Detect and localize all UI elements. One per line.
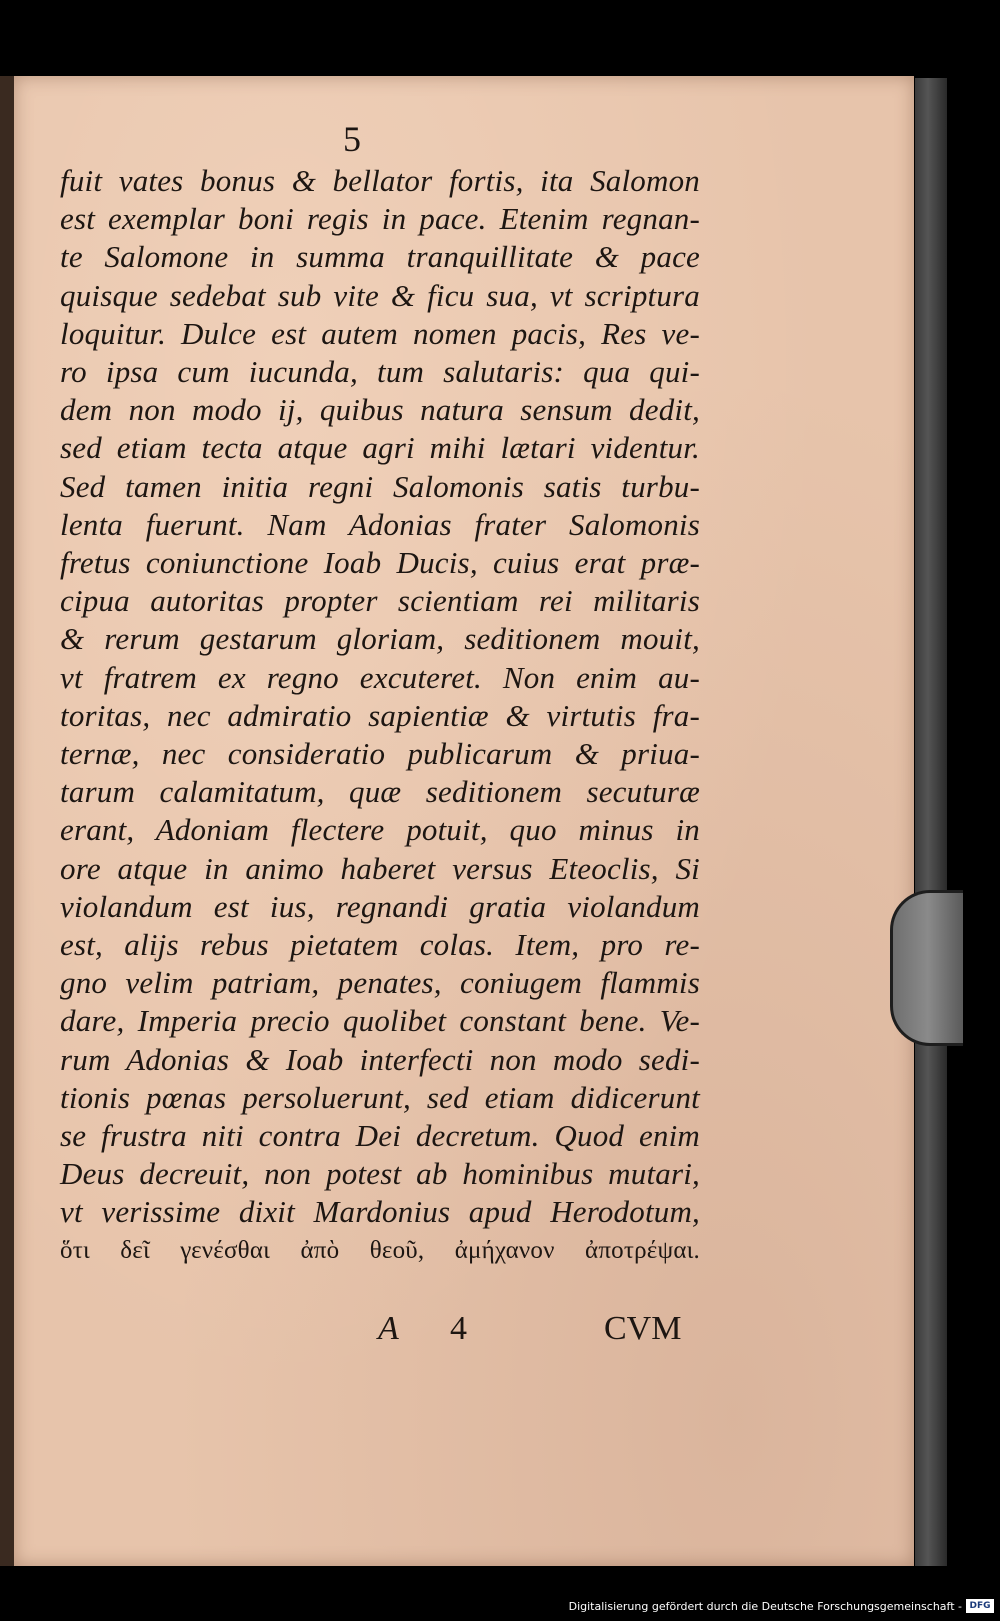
signature-mark: A [378,1310,399,1347]
body-text [60,162,700,1270]
text-line: te Salomone in summa tranquillitate & pace [60,239,700,275]
text-line: loquitur. Dulce est autem nomen pacis, Res ve- [60,315,700,351]
text-line: & rerum gestarum gloriam, seditionem mouit, [60,621,700,657]
text-line: vt fratrem ex regno excuteret. Non enim au- [60,659,700,695]
page-edge [915,78,947,1566]
text-line: toritas, nec admiratio sapientiæ & virtutis fra- [60,697,700,733]
text-line: tionis pœnas persoluerunt, sed etiam didicerunt [60,1079,700,1115]
text-line: violandum est ius, regnandi gratia violandum [60,888,700,924]
text-line: vt verissime dixit Mardonius apud Herodotum, [60,1194,700,1230]
digitization-credit: Digitalisierung gefördert durch die Deutsche Forschungsgemeinschaft - [568,1600,962,1613]
text-line: erant, Adoniam flectere potuit, quo minus in [60,812,700,848]
text-line: fretus coniunctione Ioab Ducis, cuius erat præ- [60,545,700,581]
text-line: ternæ, nec consideratio publicarum & priua- [60,736,700,772]
text-line: dem non modo ij, quibus natura sensum dedit, [60,392,700,428]
text-line: ore atque in animo haberet versus Eteoclis, Si [60,850,700,886]
text-line: est exemplar boni regis in pace. Etenim regnan- [60,201,700,237]
text-line: est, alijs rebus pietatem colas. Item, pro re- [60,927,700,963]
text-line: dare, Imperia precio quolibet constant bene. Ve- [60,1003,700,1039]
folio-number: 5 [343,119,361,159]
text-line: cipua autoritas propter scientiam rei militaris [60,583,700,619]
text-line: gno velim patriam, penates, coniugem flammis [60,965,700,1001]
text-line: ro ipsa cum iucunda, tum salutaris: qua qui- [60,354,700,390]
text-line: rum Adonias & Ioab interfecti non modo sedi- [60,1041,700,1077]
text-line: quisque sedebat sub vite & ficu sua, vt scriptura [60,277,700,313]
text-line: se frustra niti contra Dei decretum. Quod enim [60,1118,700,1154]
text-line: fuit vates bonus & bellator fortis, ita Salomon [60,163,700,198]
text-line: Sed tamen initia regni Salomonis satis turbu- [60,468,700,504]
dfg-logo-icon: DFG [966,1599,994,1613]
catchword: CVM [604,1310,682,1347]
greek-quotation: ὅτι δεῖ γενέσθαι ἀπὸ θεοῦ, ἀμήχανον ἀποτρέψαι. [60,1236,700,1264]
book-spine [0,76,14,1566]
text-line: lenta fuerunt. Nam Adonias frater Salomonis [60,506,700,542]
page-clip-icon [890,890,963,1046]
text-line: tarum calamitatum, quæ seditionem secuturæ [60,774,700,810]
text-line: sed etiam tecta atque agri mihi lætari videntur. [60,430,700,466]
signature-number: 4 [450,1310,467,1347]
text-line: Deus decreuit, non potest ab hominibus mutari, [60,1156,700,1192]
